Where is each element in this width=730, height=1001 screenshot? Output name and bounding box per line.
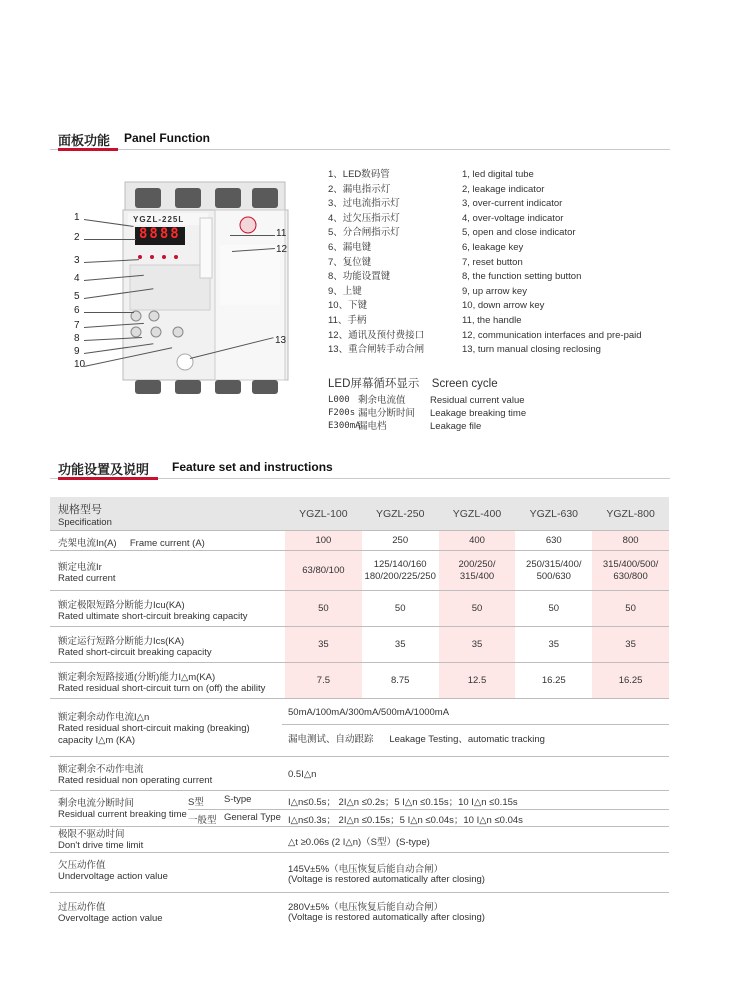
spec-cell: 250/315/400/ 500/630: [526, 558, 582, 582]
screen-en: Leakage file: [430, 421, 482, 432]
spec-cell: 315/400/500/ 630/800: [592, 551, 669, 590]
spec-row-cn: 额定运行短路分断能力Ics(KA): [58, 636, 185, 647]
screen-cycle-rows: [328, 394, 560, 433]
spec-cell: 16.25: [592, 663, 669, 698]
spec-row-cn: 额定剩余短路接通(分断)能力I△m(KA): [58, 672, 216, 683]
spec-header-en: Specification: [58, 517, 112, 528]
spec-cell: 35: [548, 638, 560, 650]
function-cn-item: 2、漏电指示灯: [328, 183, 391, 195]
spec-row-ics: [50, 627, 669, 663]
spec-row-frame-current: [50, 531, 669, 551]
spec-cell: 630: [545, 534, 562, 546]
s-type-cn: S型: [188, 797, 204, 808]
spec-row-overvoltage: [50, 893, 669, 933]
general-type-en: General Type: [224, 812, 281, 823]
screen-cycle-row: [328, 394, 560, 407]
spec-row-no-drive: [50, 827, 669, 853]
spec-row-en: Frame current (A): [129, 538, 205, 549]
spec-cell: 7.5: [285, 663, 362, 698]
function-cn-item: 7、复位键: [328, 256, 372, 268]
spec-header-cn: 规格型号: [58, 504, 102, 516]
spec-row-undervoltage: [50, 853, 669, 893]
screen-code: E300: [328, 421, 350, 431]
spec-model: YGZL-400: [452, 507, 502, 520]
undervoltage-note: (Voltage is restored automatically after closing): [288, 874, 485, 885]
spec-row-icu: [50, 591, 669, 627]
spec-row-en: Residual current breaking time: [58, 809, 187, 820]
device-display-digits: 8888: [139, 226, 181, 242]
callout-3: 3: [74, 255, 80, 266]
callout-2: 2: [74, 232, 80, 243]
spec-row-en: Don't drive time limit: [58, 840, 144, 851]
spec-table: [50, 497, 669, 933]
spec-cell: 35: [592, 627, 669, 662]
function-cn-item: 6、漏电键: [328, 241, 372, 253]
function-en-item: 9, up arrow key: [462, 285, 527, 297]
spec-row-cn: 极限不驱动时间: [58, 829, 125, 840]
overvoltage-value: 280V±5%（电压恢复后能自动合闸）: [288, 902, 444, 913]
function-cn-item: 8、功能设置键: [328, 271, 391, 283]
spec-row-cn: 剩余电流分断时间: [58, 798, 135, 809]
function-cn-item: 1、LED数码管: [328, 169, 390, 180]
spec-cell: 35: [394, 638, 406, 650]
spec-row-en: Overvoltage action value: [58, 913, 163, 924]
function-en-item: 3, over-current indicator: [462, 198, 563, 210]
screen-cycle-row: F200s 漏电分断时间 Leakage breaking time: [328, 407, 560, 420]
spec-cell: 50: [285, 591, 362, 626]
spec-cell: 250: [392, 534, 409, 546]
screen-cycle-row: E300mA 漏电档 Leakage file: [328, 420, 560, 433]
feature-set-title-en: Feature set and instructions: [172, 460, 333, 474]
panel-function-title-en: Panel Function: [124, 131, 211, 145]
function-cn-item: 9、上键: [328, 285, 362, 297]
spec-row-en: Rated residual short-circuit making (breaking) capacity I△m (KA): [58, 723, 250, 746]
s-type-value: I△n≤0.5s； 2I△n ≤0.2s；5 I△n ≤0.15s；10 I△n ≤0.15s: [288, 797, 518, 808]
spec-row-cn: 额定剩余不动作电流: [58, 764, 144, 775]
spec-cell: 125/140/160 180/200/225/250: [364, 558, 436, 582]
screen-cycle-title-cn: LED屏幕循环显示: [328, 378, 420, 390]
spec-cell: 63/80/100: [285, 551, 362, 590]
spec-cell: 800: [592, 531, 669, 550]
spec-header-row: [50, 497, 669, 531]
spec-cell: 400: [439, 531, 516, 550]
breaker-illustration: [120, 180, 320, 395]
spec-row-en: Rated current: [58, 573, 116, 584]
spec-row-cn: 额定剩余动作电流I△n: [58, 712, 150, 723]
screen-cn: 剩余电流值: [358, 395, 406, 406]
callout-11: 11: [276, 228, 287, 239]
function-en-item: 10, down arrow key: [462, 300, 545, 312]
spec-row-rated-current: [50, 551, 669, 591]
function-en-item: 5, open and close indicator: [462, 227, 576, 239]
spec-cell: 100: [285, 531, 362, 550]
spec-row-cn: 过压动作值: [58, 902, 106, 913]
function-en-item: 11, the handle: [462, 314, 522, 326]
overvoltage-note: (Voltage is restored automatically after closing): [288, 912, 485, 923]
callout-1: 1: [74, 212, 80, 223]
residual-action-note: 漏电测试、自动跟踪 Leakage Testing、automatic tracking: [288, 734, 545, 745]
function-en-item: 4, over-voltage indicator: [462, 212, 564, 224]
screen-cn: 漏电分断时间: [358, 408, 416, 419]
s-type-en: S-type: [224, 794, 252, 805]
spec-cell: 50: [439, 591, 516, 626]
callout-4: 4: [74, 273, 80, 284]
undervoltage-value: 145V±5%（电压恢复后能自动合闸）: [288, 864, 444, 875]
function-cn-item: 3、过电流指示灯: [328, 198, 400, 210]
spec-cell: 50: [394, 602, 406, 614]
function-cn-item: 4、过欠压指示灯: [328, 212, 400, 224]
function-cn-item: 5、分合闸指示灯: [328, 227, 400, 239]
feature-set-title-cn: 功能设置及说明: [58, 462, 150, 477]
function-en-item: 2, leakage indicator: [462, 183, 545, 195]
function-en-item: 1, led digital tube: [462, 169, 534, 180]
general-type-cn: 一般型: [188, 815, 217, 826]
panel-function-header: [50, 128, 670, 150]
spec-row-cn: 壳架电流In(A): [58, 538, 117, 549]
function-list-en: [462, 168, 642, 358]
callout-12: 12: [276, 244, 288, 255]
function-en-item: 6, leakage key: [462, 241, 524, 253]
screen-cycle-title: [328, 375, 498, 391]
spec-cell: 200/250/ 315/400: [439, 551, 516, 590]
spec-row-breaking-time: [50, 791, 669, 827]
function-en-item: 8, the function setting button: [462, 271, 582, 283]
spec-model: YGZL-630: [529, 507, 579, 520]
spec-row-residual-sc: [50, 663, 669, 699]
function-list-cn: [328, 168, 424, 358]
function-cn-item: 11、手柄: [328, 314, 367, 326]
screen-cn: 漏电档: [358, 421, 387, 432]
spec-row-residual-action: [50, 699, 669, 757]
callout-7: 7: [74, 320, 80, 331]
spec-cell: 50: [592, 591, 669, 626]
callout-5: 5: [74, 291, 80, 302]
panel-function-title-cn: 面板功能: [58, 133, 111, 148]
function-en-item: 13, turn manual closing reclosing: [462, 344, 601, 356]
spec-row-cn: 欠压动作值: [58, 860, 106, 871]
spec-cell: 35: [285, 627, 362, 662]
callout-10: 10: [74, 359, 86, 370]
spec-cell: 8.75: [390, 674, 410, 686]
screen-code: L000: [328, 395, 350, 405]
function-en-item: 7, reset button: [462, 256, 523, 268]
non-operating-value: 0.5I△n: [288, 769, 317, 780]
function-cn-item: 12、通讯及预付费接口: [328, 329, 425, 341]
spec-row-en: Rated ultimate short-circuit breaking capacity: [58, 611, 248, 622]
spec-cell: 50: [548, 602, 560, 614]
callout-6: 6: [74, 305, 80, 316]
callout-8: 8: [74, 333, 80, 344]
spec-model: YGZL-100: [299, 507, 348, 520]
spec-cell: 16.25: [541, 674, 566, 686]
spec-row-non-operating: [50, 757, 669, 791]
residual-action-value: 50mA/100mA/300mA/500mA/1000mA: [288, 707, 450, 718]
function-cn-item: 10、下键: [328, 300, 368, 312]
function-en-item: 12, communication interfaces and pre-paid: [462, 329, 642, 341]
general-type-value: I△n≤0.3s； 2I△n ≤0.15s；5 I△n ≤0.04s；10 I△n ≤0.04s: [288, 815, 523, 826]
screen-en: Leakage breaking time: [430, 408, 527, 419]
device-model-label: YGZL-225L: [133, 215, 185, 224]
spec-cell: 35: [439, 627, 516, 662]
spec-model: YGZL-250: [375, 507, 425, 520]
spec-row-en: Rated short-circuit breaking capacity: [58, 647, 212, 658]
screen-cycle-title-en: Screen cycle: [431, 378, 498, 390]
spec-row-en: Rated residual short-circuit turn on (off) the ability: [58, 683, 266, 694]
spec-row-cn: 额定电流Ir: [58, 562, 102, 573]
function-cn-item: 13、重合闸转手动合闸: [328, 344, 425, 356]
spec-cell: 12.5: [439, 663, 516, 698]
callout-9: 9: [74, 346, 80, 357]
callout-13: 13: [275, 335, 287, 346]
spec-row-en: Undervoltage action value: [58, 871, 168, 882]
spec-row-en: Rated residual non operating current: [58, 775, 213, 786]
screen-en: Residual current value: [430, 395, 525, 406]
feature-set-header: [50, 457, 670, 479]
screen-code: F200: [328, 408, 350, 418]
no-drive-value: △t ≥0.06s (2 I△n)（S型）(S-type): [288, 837, 430, 848]
spec-row-cn: 额定极限短路分断能力Icu(KA): [58, 600, 185, 611]
spec-model: YGZL-800: [606, 507, 655, 520]
